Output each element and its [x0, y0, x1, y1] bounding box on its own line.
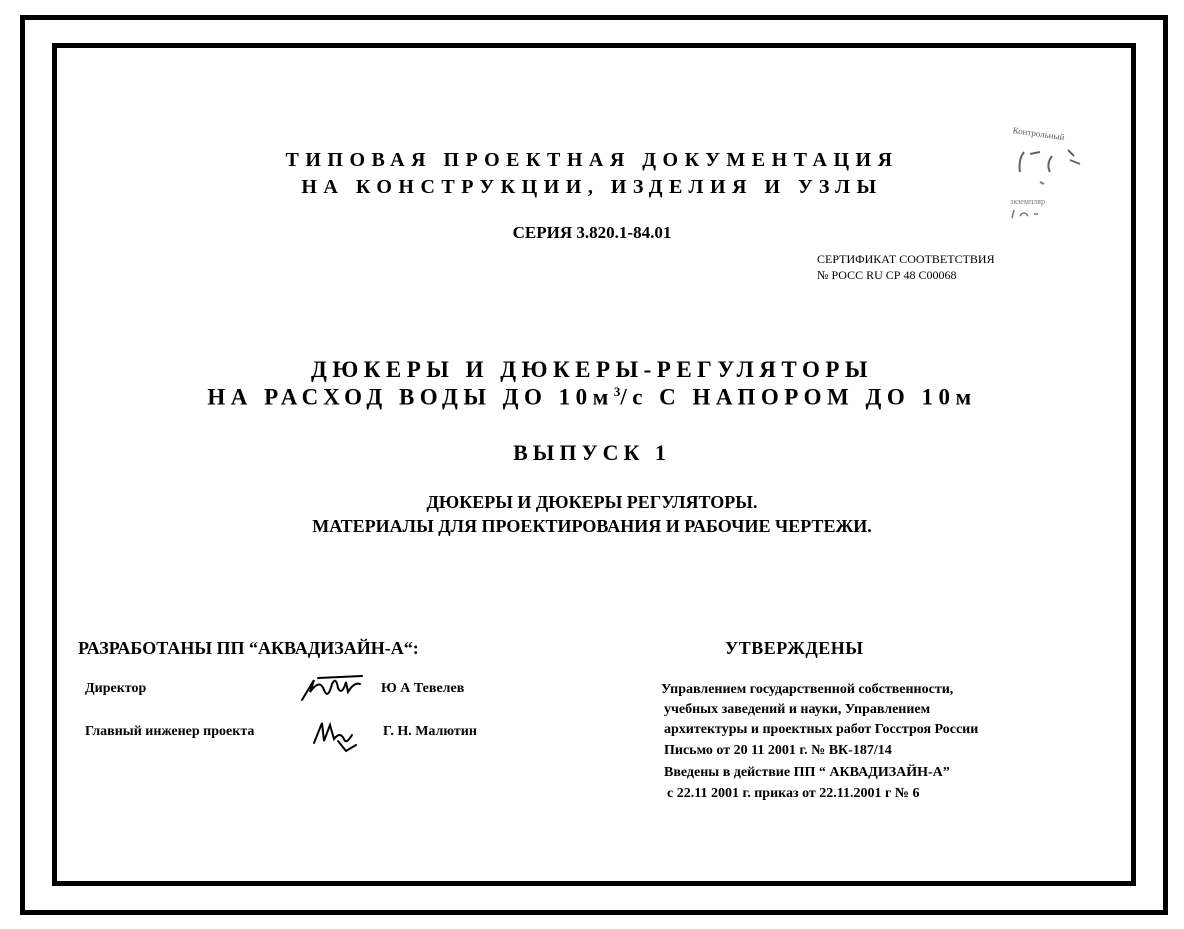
approval-line-3: архитектуры и проектных работ Госстроя России: [664, 722, 979, 737]
director-role: Директор: [85, 681, 147, 696]
document-title-line-2: [0, 384, 1184, 411]
subtitle-line-2: МАТЕРИАЛЫ ДЛЯ ПРОЕКТИРОВАНИЯ И РАБОЧИЕ ЧЕРТЕЖИ.: [312, 516, 872, 536]
effective-date-order: с 22.11 2001 г. приказ от 22.11.2001 г № 6: [667, 786, 920, 801]
header-line-2: НА КОНСТРУКЦИИ, ИЗДЕЛИЯ И УЗЛЫ: [301, 176, 883, 198]
approved-heading: УТВЕРЖДЕНЫ: [725, 638, 864, 658]
series-code: СЕРИЯ 3.820.1-84.01: [512, 223, 672, 242]
developed-by-heading: РАЗРАБОТАНЫ ПП “АКВАДИЗАЙН-А“:: [78, 638, 419, 658]
title-line-2-prefix: НА РАСХОД ВОДЫ ДО 10м: [207, 384, 614, 410]
approval-letter: Письмо от 20 11 2001 г. № ВК-187/14: [664, 743, 892, 758]
subtitle-line-1: ДЮКЕРЫ И ДЮКЕРЫ РЕГУЛЯТОРЫ.: [426, 492, 758, 512]
certificate-number: № РОСС RU СР 48 С00068: [817, 268, 957, 282]
title-line-2-suffix: /с С НАПОРОМ ДО 10м: [620, 384, 977, 410]
svg-text:экземпляр: экземпляр: [1010, 197, 1045, 206]
control-copy-stamp: [1000, 120, 1095, 230]
chief-engineer-signature: [310, 715, 365, 755]
issue-number: ВЫПУСК 1: [513, 440, 671, 465]
chief-engineer-role: Главный инженер проекта: [85, 724, 255, 739]
header-line-1: ТИПОВАЯ ПРОЕКТНАЯ ДОКУМЕНТАЦИЯ: [285, 149, 899, 171]
svg-text:Контрольный: Контрольный: [1012, 125, 1066, 143]
effective-by: Введены в действие ПП “ АКВАДИЗАЙН-А”: [664, 765, 950, 780]
director-signature: [298, 670, 368, 710]
director-name: Ю А Тевелев: [381, 681, 465, 696]
approval-line-1: Управлением государственной собственности,: [661, 682, 954, 697]
certificate-label: СЕРТИФИКАТ СООТВЕТСТВИЯ: [817, 252, 995, 266]
title-line-2-superscript: 3: [613, 384, 621, 399]
document-title-line-1: ДЮКЕРЫ И ДЮКЕРЫ-РЕГУЛЯТОРЫ: [311, 357, 873, 382]
approval-line-2: учебных заведений и науки, Управлением: [664, 702, 931, 717]
chief-engineer-name: Г. Н. Малютин: [383, 724, 477, 739]
